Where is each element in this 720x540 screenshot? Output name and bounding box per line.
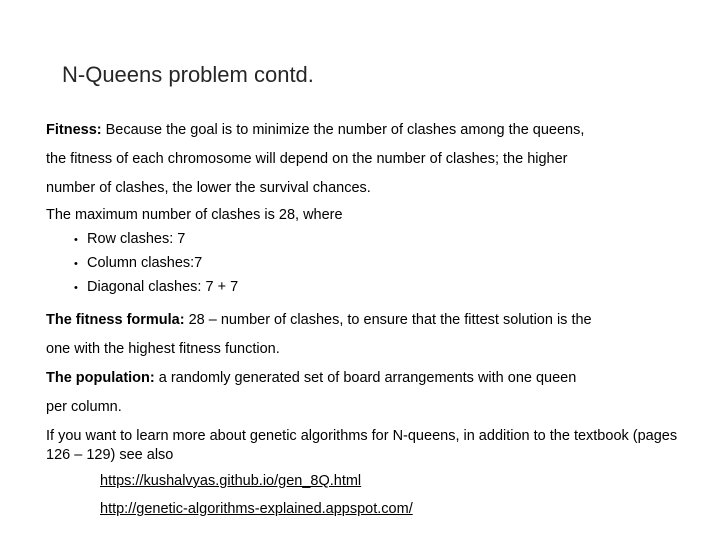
link-genetic-algorithms-explained[interactable]: http://genetic-algorithms-explained.appspot.com/ bbox=[100, 501, 413, 517]
population-line-1 bbox=[46, 364, 686, 393]
link-kushalvyas[interactable]: https://kushalvyas.github.io/gen_8Q.html bbox=[100, 473, 362, 489]
list-item bbox=[74, 252, 686, 276]
population-label: The population: bbox=[46, 370, 155, 386]
list-item bbox=[74, 228, 686, 252]
fitness-line-1 bbox=[46, 116, 686, 145]
list-item bbox=[74, 276, 686, 300]
bullet-icon: • bbox=[74, 234, 78, 246]
fitness-line-3: number of clashes, the lower the survival chances. bbox=[46, 180, 371, 196]
fitness-text-1: Because the goal is to minimize the number of clashes among the queens, bbox=[101, 122, 585, 138]
clash-list bbox=[46, 228, 686, 300]
bullet-text-row: Row clashes: 7 bbox=[87, 231, 186, 247]
slide-body bbox=[46, 116, 686, 523]
population-line-2: per column. bbox=[46, 399, 122, 415]
population-text-1: a randomly generated set of board arrangements with one queen bbox=[154, 370, 577, 386]
fitness-line-2: the fitness of each chromosome will depend on the number of clashes; the higher bbox=[46, 151, 568, 167]
formula-line-1 bbox=[46, 306, 686, 335]
bullet-text-column: Column clashes:7 bbox=[87, 255, 203, 271]
formula-label: The fitness formula: bbox=[46, 312, 185, 328]
bullet-text-diagonal: Diagonal clashes: 7 + 7 bbox=[87, 279, 239, 295]
formula-line-2: one with the highest fitness function. bbox=[46, 341, 280, 357]
formula-text-1: 28 – number of clashes, to ensure that the fittest solution is the bbox=[184, 312, 592, 328]
bullet-icon: • bbox=[74, 282, 78, 294]
page-title: N-Queens problem contd. bbox=[62, 62, 314, 87]
max-clashes-text: The maximum number of clashes is 28, where bbox=[46, 207, 343, 223]
bullet-icon: • bbox=[74, 258, 78, 270]
reference-links bbox=[46, 467, 686, 523]
fitness-label: Fitness: bbox=[46, 122, 102, 138]
more-info-text: If you want to learn more about genetic algorithms for N-queens, in addition to the textbook (pages 126 – 129) see also bbox=[46, 428, 678, 463]
